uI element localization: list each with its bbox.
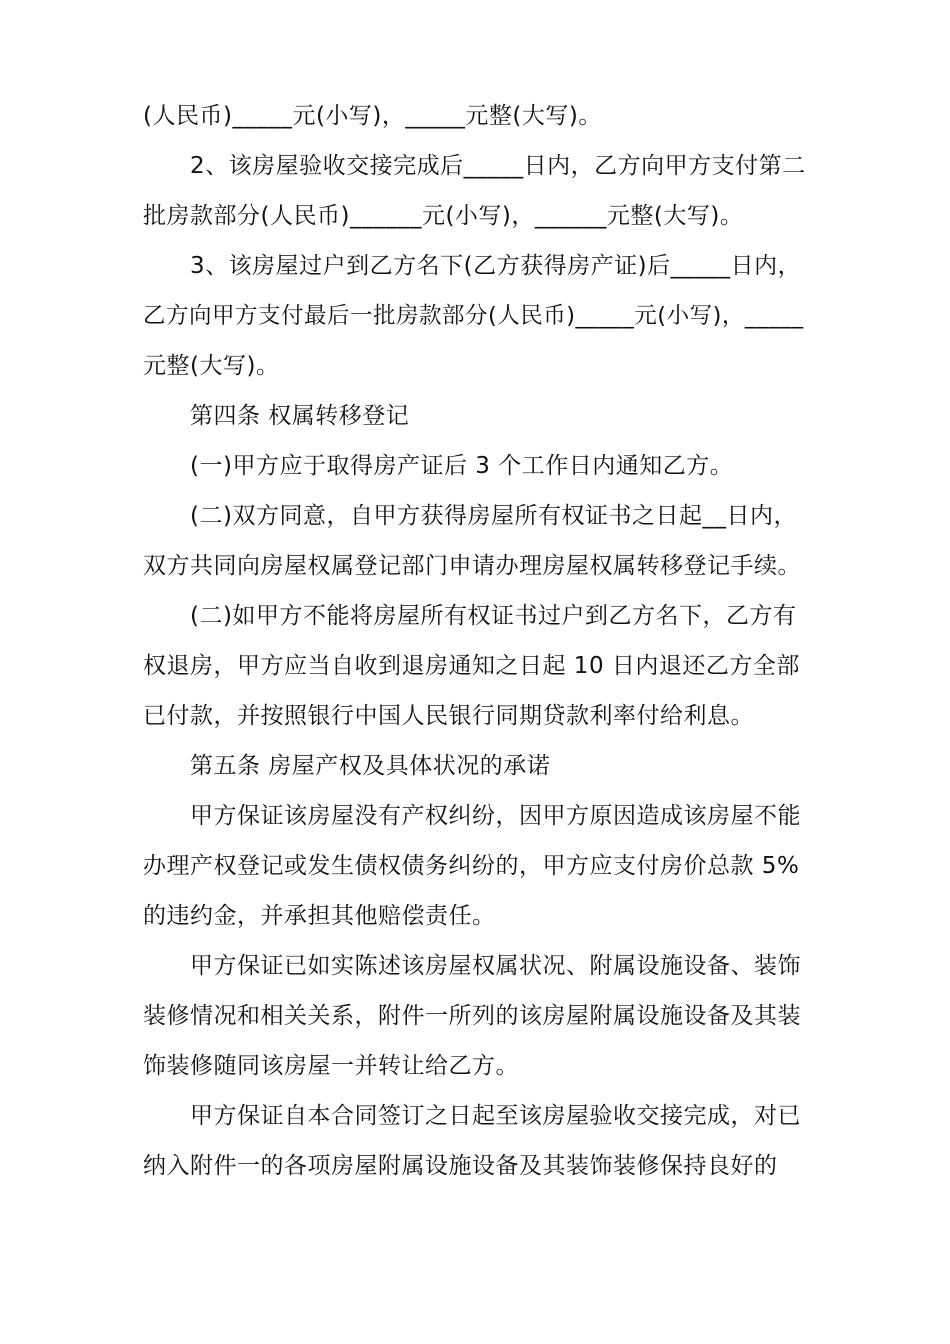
text-line: 甲方保证已如实陈述该房屋权属状况、附属设施设备、装饰: [190, 953, 801, 979]
text-line: 纳入附件一的各项房屋附属设施设备及其装饰装修保持良好的: [143, 1153, 778, 1179]
text-line: 已付款，并按照银行中国人民银行同期贷款利率付给利息。: [143, 703, 754, 729]
text-line: (二)双方同意，自甲方获得房屋所有权证书之日起__日内，: [190, 503, 797, 529]
text-line: 饰装修随同该房屋一并转让给乙方。: [143, 1053, 519, 1079]
text-line: 乙方向甲方支付最后一批房款部分(人民币)_____元(小写)，_____: [143, 303, 804, 329]
text-line: (人民币)_____元(小写)，_____元整(大写)。: [143, 103, 602, 129]
section-heading: 第五条 房屋产权及具体状况的承诺: [190, 753, 551, 779]
section-heading: 第四条 权属转移登记: [190, 403, 410, 429]
text-line: 元整(大写)。: [143, 353, 280, 379]
text-line: 3、该房屋过户到乙方名下(乙方获得房产证)后_____日内，: [190, 253, 802, 279]
text-line: 装修情况和相关关系，附件一所列的该房屋附属设施设备及其装: [143, 1003, 801, 1029]
text-line: 2、该房屋验收交接完成后_____日内，乙方向甲方支付第二: [190, 153, 806, 179]
text-line: (二)如甲方不能将房屋所有权证书过户到乙方名下，乙方有: [190, 603, 797, 629]
text-line: 甲方保证自本合同签订之日起至该房屋验收交接完成，对已: [190, 1103, 801, 1129]
text-line: 批房款部分(人民币)______元(小写)，______元整(大写)。: [143, 203, 744, 229]
text-line: 的违约金，并承担其他赔偿责任。: [143, 903, 496, 929]
text-line: 双方共同向房屋权属登记部门申请办理房屋权属转移登记手续。: [143, 553, 801, 579]
text-line: (一)甲方应于取得房产证后 3 个工作日内通知乙方。: [190, 453, 734, 479]
text-line: 办理产权登记或发生债权债务纠纷的，甲方应支付房价总款 5%: [143, 853, 800, 879]
text-line: 甲方保证该房屋没有产权纠纷，因甲方原因造成该房屋不能: [190, 803, 801, 829]
text-line: 权退房，甲方应当自收到退房通知之日起 10 日内退还乙方全部: [143, 653, 800, 679]
